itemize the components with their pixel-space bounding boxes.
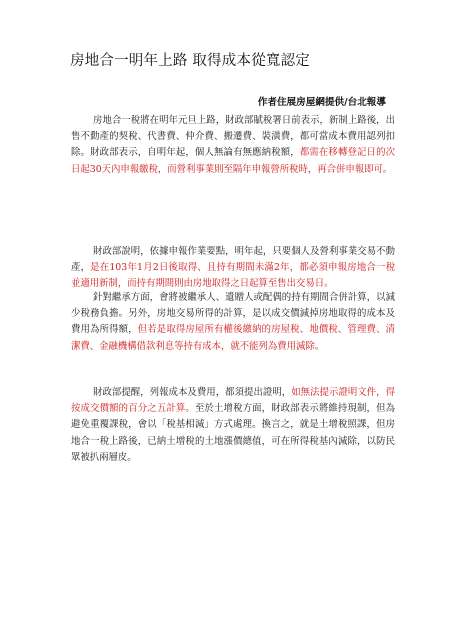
highlighted-text: 是在103年1月2日後取得、且持有期間未滿2年，都必須申報房地合一稅並適用新制，而持有期間則由房地取得之日起算至售出交易日。 [71, 262, 395, 290]
paragraph-text: 房地合一稅將在明年元旦上路，財政部賦稅署日前表示，新制上路後，出售不動產的契稅、代書費、仲介費、搬遷費、裝潢費，都可當成本費用認列扣除。財政部表示，自明年起，個人無論有無應納稅額， [71, 115, 395, 159]
article-paragraph-2 [71, 244, 395, 293]
paragraph-text: 至於土增稅方面，財政部表示將維持現制，但為避免重覆課稅，會以「稅基相減」方式處理。換言之，就是土增稅照課，但房地合一稅上路後，已納土增稅的土地漲價總值，可在所得稅基內減除，以防民眾被扒兩層皮。 [71, 403, 395, 463]
highlighted-text: 都需在移轉登記日的次日起30天內申報繳稅，而營利事業則至隔年申報營所稅時，再合併申報即可。 [71, 147, 395, 175]
paragraph-text: 財政部說明，依據申報作業要點，明年起，只要個人及營利事業交易不動產， [71, 246, 395, 274]
article-paragraph-3 [71, 290, 395, 355]
paragraph-text: 針對繼承方面，會將被繼承人、遺贈人或配偶的持有期間合併計算，以減少稅務負擔。另外，房地交易所得的計算，是以成交價減掉房地取得的成本及費用為所得額， [71, 292, 395, 336]
highlighted-text: 如無法提示證明文件，得按成交價額的百分之五計算。 [71, 387, 395, 415]
article-title: 房地合一明年上路 取得成本從寬認定 [70, 53, 311, 69]
article-paragraph-4 [71, 385, 395, 466]
paragraph-text: 財政部提醒，列報成本及費用，都須提出證明， [93, 387, 292, 398]
article-paragraph-1 [71, 113, 395, 178]
highlighted-text: 但若是取得房屋所有權後繳納的房屋稅、地價稅、管理費、清潔費、金融機構借款利息等持有成本，就不能列為費用減除。 [71, 324, 395, 352]
article-byline: 作者住展房屋網提供/台北報導 [257, 97, 386, 108]
